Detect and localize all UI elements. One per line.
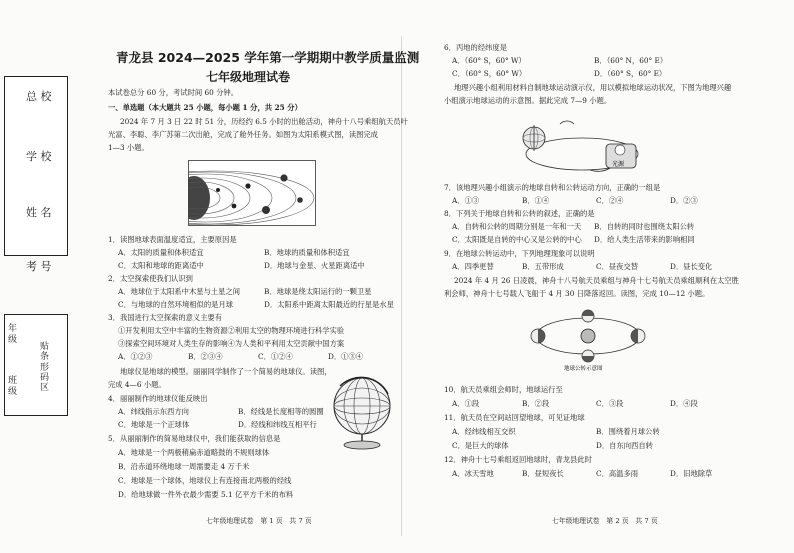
q11-option-b: B．围绕着月球公转 [596,427,660,436]
q7-option-b: B．①④ [522,196,550,205]
q11-option-a: A．经纬线相互交织 [452,427,516,436]
earth-orbit-figure [524,302,652,374]
passage1-line3: 1—3 小题。 [108,143,149,152]
binding-strip [4,76,68,546]
earth-motion-demo-figure [520,110,644,176]
page-divider [401,36,402,536]
q4-option-a: A．纬线指示东西方向 [118,407,189,416]
passage2-line2: 完成 4—6 小题。 [108,380,166,389]
q3-option-a: A．①②③ [118,352,153,361]
passage4-line2: 利会师，神舟十七号载人飞船于 4 月 30 日降落返回。读图，完成 10—12 小题。 [444,289,710,298]
q10-option-a: A．①段 [452,399,480,408]
field-exam-number: 考 号 [26,260,52,273]
q8-option-a: A．自转和公转的周期分别是一年和一天 [452,222,582,231]
q12-option-c: C．高温多雨 [596,469,639,478]
q3-stem: 3．我国进行太空探索的意义主要有 [108,313,223,322]
orbit-caption: 地球公转示意图 [564,366,603,372]
exam-subtitle: 七年级地理试卷 [206,70,291,84]
q1-option-d: D．地球与金星、火星距离适中 [264,261,365,270]
q8-stem: 8．下列关于地球自转和公转的叙述，正确的是 [444,209,595,218]
q1-option-b: B．地球的质量和体积适宜 [264,248,350,257]
q7-option-a: A．①③ [452,196,480,205]
q2-option-c: C．与地球的自然环境相似的是月球 [118,300,234,309]
passage4-line1: 2024 年 4 月 26 日凌晨，神舟十八号航天员乘组与神舟十七号航天员乘组顺利在太空胜 [454,276,739,285]
passage1-line1: 2024 年 7 月 3 日 22 时 51 分，历经约 6.5 小时的出舱活动，神舟十八号乘组航天员叶 [120,117,408,126]
q10-option-c: C．③段 [596,399,624,408]
q10-option-d: D．④段 [670,399,698,408]
q3-option-d: D．①③④ [328,352,364,361]
passage2-line1: 地球仪是地球的模型。丽丽同学制作了一个简易的地球仪。读图， [120,367,332,376]
q12-option-b: B．昼短夜长 [522,469,564,478]
barcode-area-label: 贴条形码区 [40,342,50,394]
q2-option-d: D．太阳系中距离太阳最近的行星是水星 [264,300,394,309]
q4-option-b: B．经线是长度相等的圆圈 [238,407,324,416]
passage1-line2: 光富、李聪、李广苏第二次出舱，完成了舱外任务。如图为太阳系模式图，读图完成 [108,130,378,139]
q7-option-d: D．②③ [670,196,698,205]
q6-option-a: A．（60° S，60° W） [452,56,526,65]
q5-option-d: D．给地球做一件外衣最少需要 5.1 亿平方千米的布料 [118,490,294,499]
q5-option-c: C．地球是一个球体，地球仪上有连接南北两极的经线 [118,476,292,485]
q3-line1: ①开发利用太空中丰富的生物资源②利用太空的物理环境进行科学实验 [118,326,345,335]
solar-system-figure [188,160,316,226]
q4-option-c: C．地球是一个正球体 [118,420,190,429]
exam-title: 青龙县 2024—2025 学年第一学期期中教学质量监测 [116,50,420,65]
class-label: 班级 [8,376,18,397]
q2-stem: 2．太空探索使我们认识到 [108,274,193,283]
q7-option-c: C．②④ [596,196,624,205]
q9-option-c: C．昼夜交替 [596,262,639,271]
footer-left: 七年级地理试卷 第 1 页 共 7 页 [206,517,312,525]
section-heading: 一、单选题（本大题共 25 小题，每小题 1 分，共 25 分） [108,103,302,112]
q11-option-d: D．自东向西自转 [596,441,653,450]
q12-option-a: A．冰天雪地 [452,469,494,478]
q6-option-d: D．（60° S，60° E） [594,69,667,78]
q6-option-c: C．（60° S，60° W） [452,69,527,78]
q10-option-b: B．②段 [522,399,550,408]
q8-option-b: B．自转的同时也围绕太阳公转 [594,222,695,231]
field-school-district: 总 校 [26,90,52,103]
q12-stem: 12．神舟十七号乘组返回地球时，青龙县此时 [444,455,592,464]
q8-option-d: D．给人类生活带来的影响相同 [594,235,695,244]
field-school: 学 校 [26,150,52,163]
globe-model-figure [330,372,396,452]
q3-line2: ③探索空间环境对人类生存的影响④为人类和平利用太空贡献中国方案 [118,339,345,348]
q8-option-c: C．太阳既是自转的中心又是公转的中心 [452,235,582,244]
q3-option-b: B．②③④ [188,352,223,361]
q10-stem: 10．航天员乘组会师时，地球运行至 [444,385,563,394]
q1-option-a: A．太阳的质量和体积适宜 [118,248,204,257]
q7-stem: 7．该地理兴趣小组演示的地球自转和公转运动方向，正确的一组是 [444,183,661,192]
light-source-label: 光源 [612,161,625,168]
q9-option-b: B．五带形成 [522,262,564,271]
field-name: 姓 名 [26,206,52,219]
q5-option-b: B．沿赤道环绕地球一周需要走 4 万千米 [118,462,250,471]
footer-right: 七年级地理试卷 第 2 页 共 7 页 [552,517,658,525]
q6-stem: 6．丙地的经纬度是 [444,43,508,52]
intro-text: 本试卷总分 60 分，考试时间 60 分钟。 [108,88,239,97]
q1-stem: 1．读图地球表面温度适宜，主要原因是 [108,235,237,244]
q6-option-b: B．（60° N，60° E） [594,56,668,65]
q2-option-b: B．地球是绕太阳运行的一颗卫星 [264,287,372,296]
q9-option-d: D．昼长变化 [670,262,713,271]
passage3-line2: 小组演示地球运动的示意图。据此完成 7—9 小题。 [444,96,612,105]
q12-option-d: D．旧地除草 [670,469,713,478]
passage3-line1: 地理兴趣小组利用材料自制地球运动演示仪，用以模拟地球运动状况，下图为地理兴趣 [454,83,732,92]
q11-option-c: C．是巨大的球体 [452,441,509,450]
q4-option-d: D．经线和纬线互相平行 [238,420,317,429]
q5-stem: 5．从丽丽制作的简易地球仪中，我们能获取的信息是 [108,434,281,443]
q1-option-c: C．太阳和地球的距离适中 [118,261,204,270]
q3-option-c: C．①②④ [258,352,293,361]
q2-option-a: A．地球位于太阳系中木星与土星之间 [118,287,241,296]
q9-option-a: A．四季更替 [452,262,494,271]
q9-stem: 9．在地球公转运动中，下列地理现象可以说明 [444,249,595,258]
q5-option-a: A．地球是一个两极稍扁赤道略鼓的不规则球体 [118,448,270,457]
grade-label: 年级 [8,324,18,345]
q4-stem: 4．丽丽制作的地球仪能反映出 [108,394,208,403]
q11-stem: 11．航天员在空间站回望地球，可见证地球 [444,413,585,422]
